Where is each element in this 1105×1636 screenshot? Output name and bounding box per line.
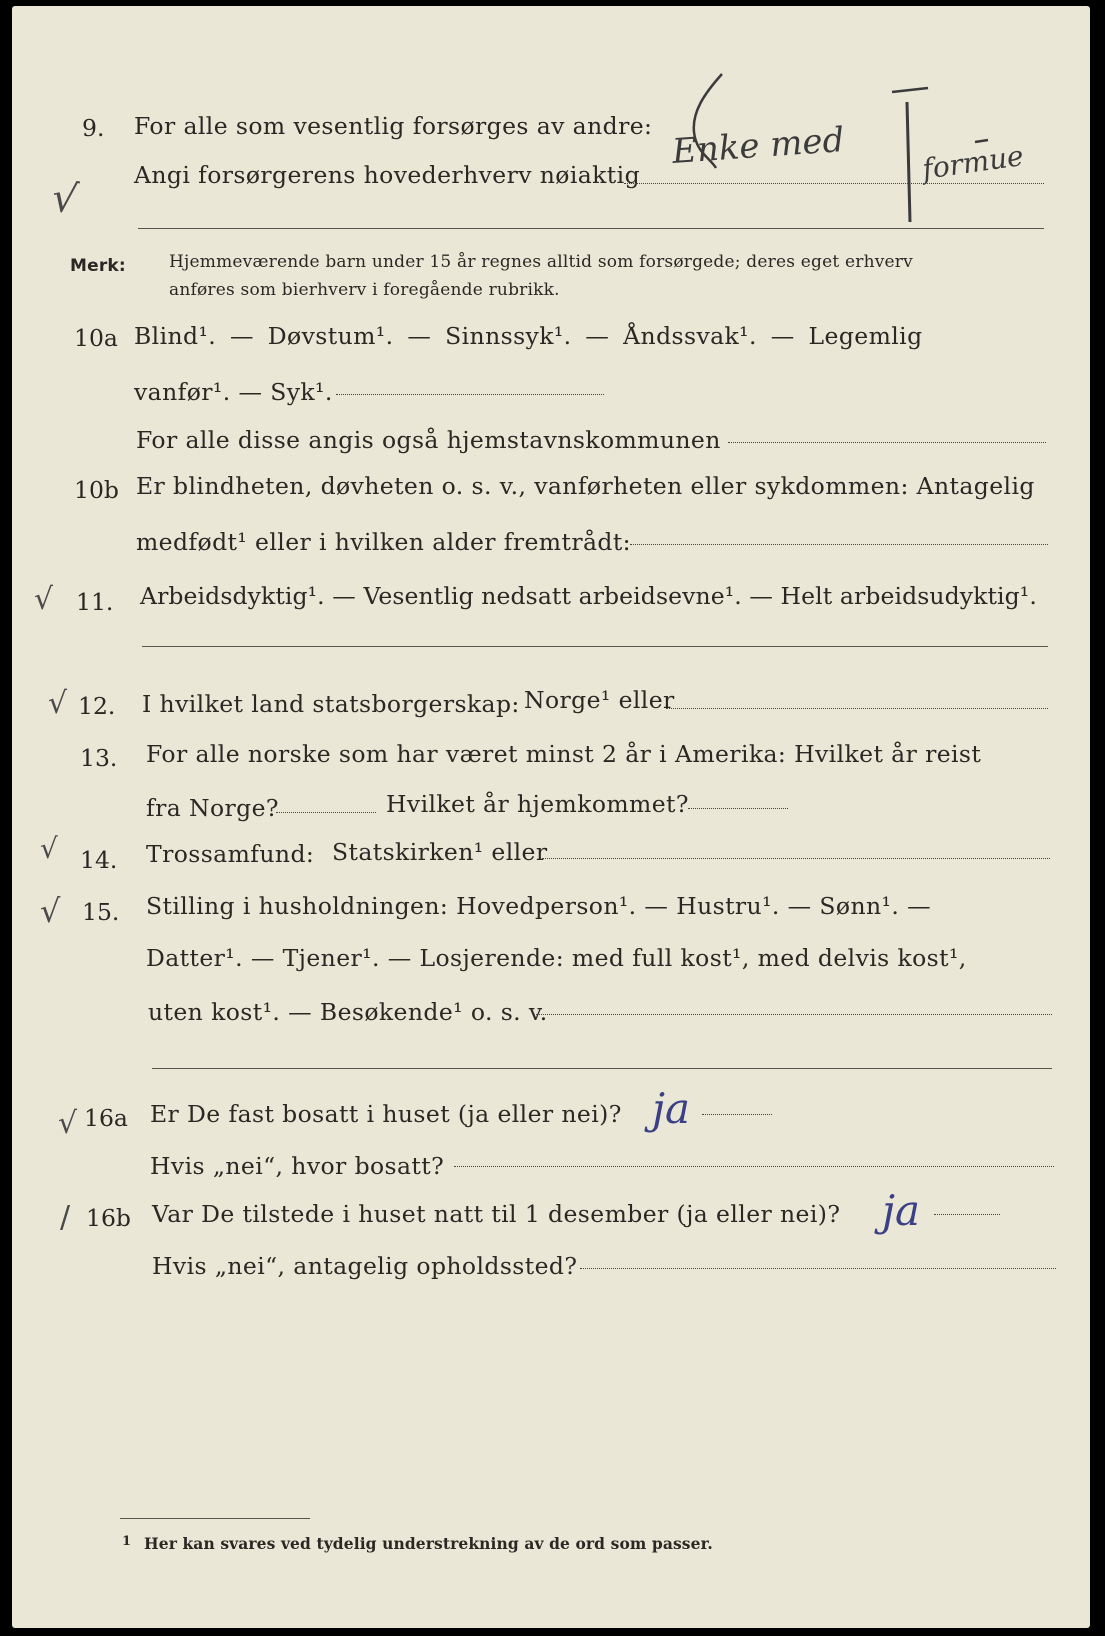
- q13-line2b: Hvilket år hjemkommet?: [386, 790, 689, 818]
- q15-dotline: [536, 1014, 1052, 1015]
- q9-handwritten-answer-a: Enke med: [670, 120, 846, 172]
- q10a-line2: vanfør¹. — Syk¹.: [134, 378, 333, 406]
- q10a-line1: Blind¹. — Døvstum¹. — Sinnssyk¹. — Åndssvak¹. — Legemlig: [134, 322, 923, 350]
- footnote-text: Her kan svares ved tydelig understrekning av de ord som passer.: [144, 1534, 713, 1553]
- q9-handwritten-answer-b: formue: [920, 139, 1026, 186]
- merk-label: Merk:: [70, 256, 126, 276]
- q10a-line3: For alle disse angis også hjemstavnskommunen: [136, 426, 721, 454]
- q9-line2: Angi forsørgerens hovederhverv nøiaktig: [134, 161, 641, 189]
- q13-hjemkommet-dotline: [688, 808, 788, 809]
- q16b-check-mark: /: [60, 1200, 71, 1235]
- q15-line2: Datter¹. — Tjener¹. — Losjerende: med full kost¹, med delvis kost¹,: [146, 944, 967, 972]
- q10b-line1: Er blindheten, døvheten o. s. v., vanførheten eller sykdommen: Antagelig: [136, 472, 1035, 500]
- q16b-dotline: [934, 1214, 1000, 1215]
- q16b-line2: Hvis „nei“, antagelig opholdssted?: [152, 1252, 578, 1280]
- q16a-check-mark: √: [58, 1106, 78, 1141]
- q10b-line2: medfødt¹ eller i hvilken alder fremtrådt:: [136, 528, 631, 556]
- q10a-syk-dotline: [336, 394, 604, 395]
- footnote-rule: [120, 1518, 310, 1519]
- census-form-page: [12, 6, 1090, 1628]
- footnote-mark: 1: [122, 1534, 132, 1549]
- q9-check-mark: √: [48, 174, 81, 224]
- q16b-opholdssted-dotline: [580, 1268, 1056, 1269]
- q12-line1: I hvilket land statsborgerskap:: [142, 690, 520, 718]
- q13-reist-dotline: [276, 812, 376, 813]
- q12-number: 12.: [78, 692, 116, 720]
- q12-dotline: [666, 708, 1048, 709]
- q10b-dotline: [630, 544, 1048, 545]
- q16b-line1: Var De tilstede i huset natt til 1 desember (ja eller nei)?: [152, 1200, 841, 1228]
- merk-line1: Hjemmeværende barn under 15 år regnes alltid som forsørgede; deres eget erhverv: [169, 252, 913, 272]
- q11-rule: [142, 646, 1048, 647]
- q13-line2a: fra Norge?: [146, 794, 279, 822]
- q11-line1: Arbeidsdyktig¹. — Vesentlig nedsatt arbeidsevne¹. — Helt arbeidsudyktig¹.: [140, 582, 1037, 610]
- q16b-number: 16b: [86, 1204, 131, 1232]
- q11-check-mark: √: [34, 582, 54, 617]
- q11-number: 11.: [76, 588, 114, 616]
- q13-line1: For alle norske som har været minst 2 år i Amerika: Hvilket år reist: [146, 740, 982, 768]
- q15-line3: uten kost¹. — Besøkende¹ o. s. v.: [148, 998, 548, 1026]
- q16a-bosatt-dotline: [454, 1166, 1054, 1167]
- q10b-number: 10b: [74, 476, 119, 504]
- q16b-handwritten-answer: ja: [882, 1186, 921, 1235]
- merk-line2: anføres som bierhverv i foregående rubrikk.: [169, 280, 560, 300]
- q10a-number: 10a: [74, 324, 118, 352]
- q15-line1: Stilling i husholdningen: Hovedperson¹. — Hustru¹. — Sønn¹. —: [146, 892, 932, 920]
- q13-number: 13.: [80, 744, 118, 772]
- q16a-number: 16a: [84, 1104, 128, 1132]
- q14-line1: Trossamfund:: [146, 840, 315, 868]
- q14-dotline: [542, 858, 1050, 859]
- q15-check-mark: √: [40, 892, 61, 930]
- q14-number: 14.: [80, 846, 118, 874]
- q10a-kommune-dotline: [728, 442, 1046, 443]
- q16a-line1: Er De fast bosatt i huset (ja eller nei)?: [150, 1100, 622, 1128]
- q16a-line2: Hvis „nei“, hvor bosatt?: [150, 1152, 445, 1180]
- q16a-handwritten-answer: ja: [652, 1084, 691, 1133]
- q15-rule: [152, 1068, 1052, 1069]
- q12-check-mark: √: [48, 686, 68, 721]
- q14-option: Statskirken¹ eller: [332, 838, 548, 866]
- q16a-dotline: [702, 1114, 772, 1115]
- q9-number: 9.: [82, 114, 105, 142]
- q12-option: Norge¹ eller: [524, 686, 675, 714]
- q14-check-mark: √: [40, 832, 58, 865]
- q9-line1: For alle som vesentlig forsørges av andre:: [134, 112, 653, 140]
- q15-number: 15.: [82, 898, 120, 926]
